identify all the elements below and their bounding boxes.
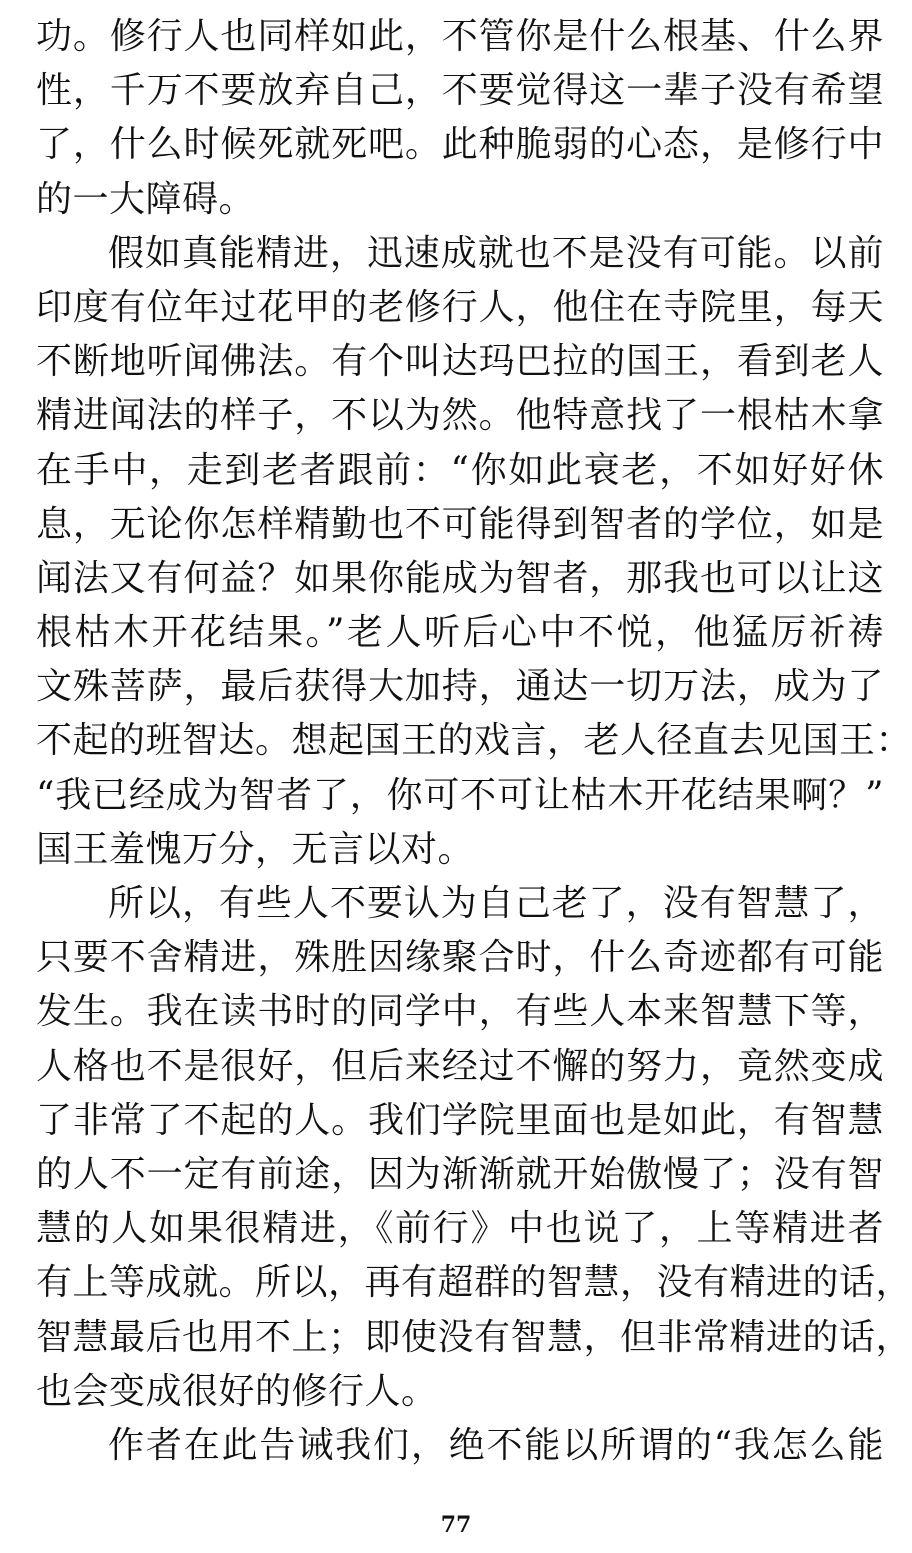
- text-line: 息，无论你怎样精勤也不可能得到智者的学位，如是: [36, 503, 884, 545]
- text-line: 不断地听闻佛法。有个叫达玛巴拉的国王，看到老人: [36, 341, 884, 383]
- text-line: 性，千万不要放弃自己，不要觉得这一辈子没有希望: [36, 70, 884, 112]
- text-line: 功。修行人也同样如此，不管你是什么根基、什么界: [36, 16, 884, 57]
- text-line: 有上等成就。所以，再有超群的智慧，没有精进的话，: [36, 1262, 912, 1304]
- text-line: 也会变成很好的修行人。: [36, 1370, 438, 1412]
- text-line: 的一大障碍。: [36, 178, 256, 220]
- text-line: 发生。我在读书时的同学中，有些人本来智慧下等，: [36, 991, 884, 1033]
- page-number: 77: [440, 1512, 472, 1538]
- text-line: 的人不一定有前途，因为渐渐就开始傲慢了；没有智: [36, 1153, 884, 1195]
- text-line: 人格也不是很好，但后来经过不懈的努力，竟然变成: [36, 1045, 884, 1087]
- text-line: 根枯木开花结果。”老人听后心中不悦，他猛厉祈祷: [36, 612, 884, 654]
- text-line: 闻法又有何益？如果你能成为智者，那我也可以让这: [36, 557, 884, 599]
- text-line: 智慧最后也用不上；即使没有智慧，但非常精进的话，: [36, 1316, 912, 1358]
- text-line: 印度有位年过花甲的老修行人，他住在寺院里，每天: [36, 286, 884, 328]
- text-line: 了非常了不起的人。我们学院里面也是如此，有智慧: [36, 1099, 884, 1141]
- text-line: 只要不舍精进，殊胜因缘聚合时，什么奇迹都有可能: [36, 937, 884, 979]
- text-line: 在手中，走到老者跟前：“你如此衰老，不如好好休: [36, 449, 884, 491]
- text-line: “我已经成为智者了，你可不可让枯木开花结果啊？”: [36, 774, 884, 816]
- text-line: 国王羞愧万分，无言以对。: [36, 828, 475, 870]
- page-body: [36, 10, 912, 1490]
- text-line: 文殊菩萨，最后获得大加持，通达一切万法，成为了: [36, 666, 884, 708]
- text-line: 慧的人如果很精进，《前行》中也说了，上等精进者: [36, 1208, 884, 1250]
- text-line: 作者在此告诫我们，绝不能以所谓的“我怎么能: [108, 1424, 884, 1466]
- text-line: 精进闻法的样子，不以为然。他特意找了一根枯木拿: [36, 395, 884, 437]
- text-line: 假如真能精进，迅速成就也不是没有可能。以前: [108, 232, 884, 274]
- text-line: 了，什么时候死就死吧。此种脆弱的心态，是修行中: [36, 124, 884, 166]
- text-line: 不起的班智达。想起国王的戏言，老人径直去见国王：: [36, 720, 912, 762]
- text-line: 所以，有些人不要认为自己老了，没有智慧了，: [108, 883, 884, 924]
